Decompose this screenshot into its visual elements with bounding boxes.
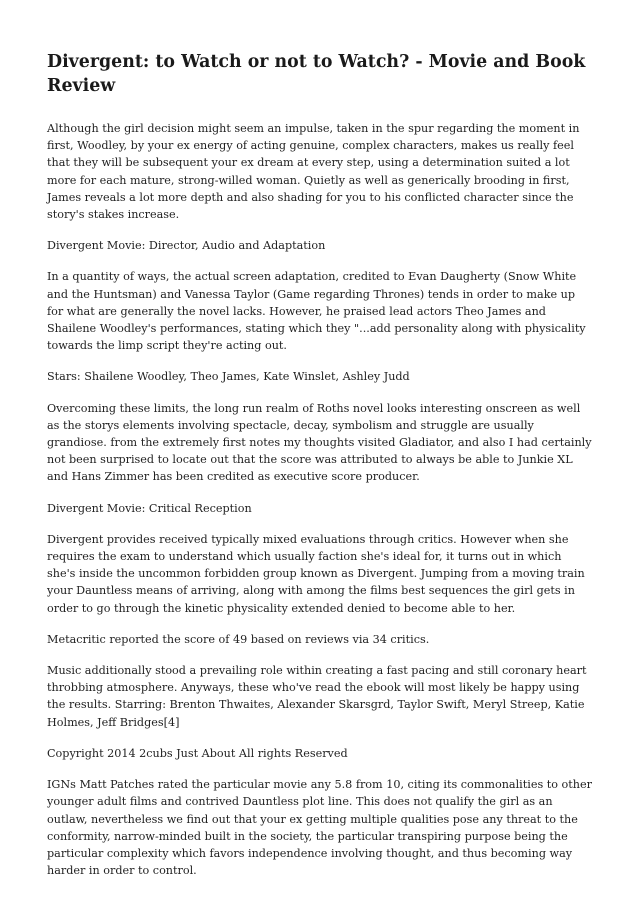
paragraph-ign: IGNs Matt Patches rated the particular movie any 5.8 from 10, citing its commonalities to other younger adult films and contrived Dauntless plot line. This does not qualify the girl as an outlaw, nevertheless we find out that your ex getting multiple qualities pose any threat to the conformity, narrow-minded built in the society, the particular transpiring purpose being the particular complexity which favors independence involving thought, and thus becoming way harder in order to control. xyxy=(47,778,592,878)
stars-line: Stars: Shailene Woodley, Theo James, Kate Winslet, Ashley Judd xyxy=(47,370,410,384)
section-heading-director: Divergent Movie: Director, Audio and Adaptation xyxy=(47,239,326,253)
page-title: Divergent: to Watch or not to Watch? - Movie and Book Review xyxy=(47,52,586,96)
metacritic-line: Metacritic reported the score of 49 based on reviews via 34 critics. xyxy=(47,632,430,646)
copyright-line: Copyright 2014 2cubs Just About All rights Reserved xyxy=(47,746,348,760)
paragraph-music: Music additionally stood a prevailing role within creating a fast pacing and still coronary heart throbbing atmosphere. Anyways, these who've read the ebook will most likely be happy using the results. Starring: Brenton Thwaites, Alexander Skarsgrd, Taylor Swift, Meryl Streep, Katie Holmes, Jeff Bridges[4] xyxy=(47,664,587,729)
section-heading-reception: Divergent Movie: Critical Reception xyxy=(47,501,252,515)
paragraph-adaptation: In a quantity of ways, the actual screen adaptation, credited to Evan Daugherty (Snow White and the Huntsman) and Vanessa Taylor (Game regarding Thrones) tends in order to make up for what are generally the novel lacks. However, he praised lead actors Theo James and Shailene Woodley's performances, stating which they "...add personality along with physicality towards the limp script they're acting out. xyxy=(47,270,586,353)
paragraph-intro: Although the girl decision might seem an impulse, taken in the spur regarding the moment in first, Woodley, by your ex energy of acting genuine, complex characters, makes us really feel that they will be subsequent your ex dream at every step, using a determination suited a lot more for each mature, strong-willed woman. Quietly as well as generically brooding in first, James reveals a lot more depth and also shading for you to his conflicted character since the story's stakes increase. xyxy=(47,122,580,222)
paragraph-score: Overcoming these limits, the long run realm of Roths novel looks interesting onscreen as well as the storys elements involving spectacle, decay, symbolism and struggle are usually grandiose. from the extremely first notes my thoughts visited Gladiator, and also I had certainly not been surprised to locate out that the score was attributed to always be able to Junkie XL and Hans Zimmer has been credited as executive score producer. xyxy=(47,401,592,484)
paragraph-reception: Divergent provides received typically mixed evaluations through critics. However when she requires the exam to understand which usually faction she's ideal for, it turns out in which she's inside the uncommon forbidden group known as Divergent. Jumping from a moving train your Dauntless means of arriving, along with among the films best sequences the girl gets in order to go through the kinetic physicality extended denied to become able to her. xyxy=(47,532,585,615)
